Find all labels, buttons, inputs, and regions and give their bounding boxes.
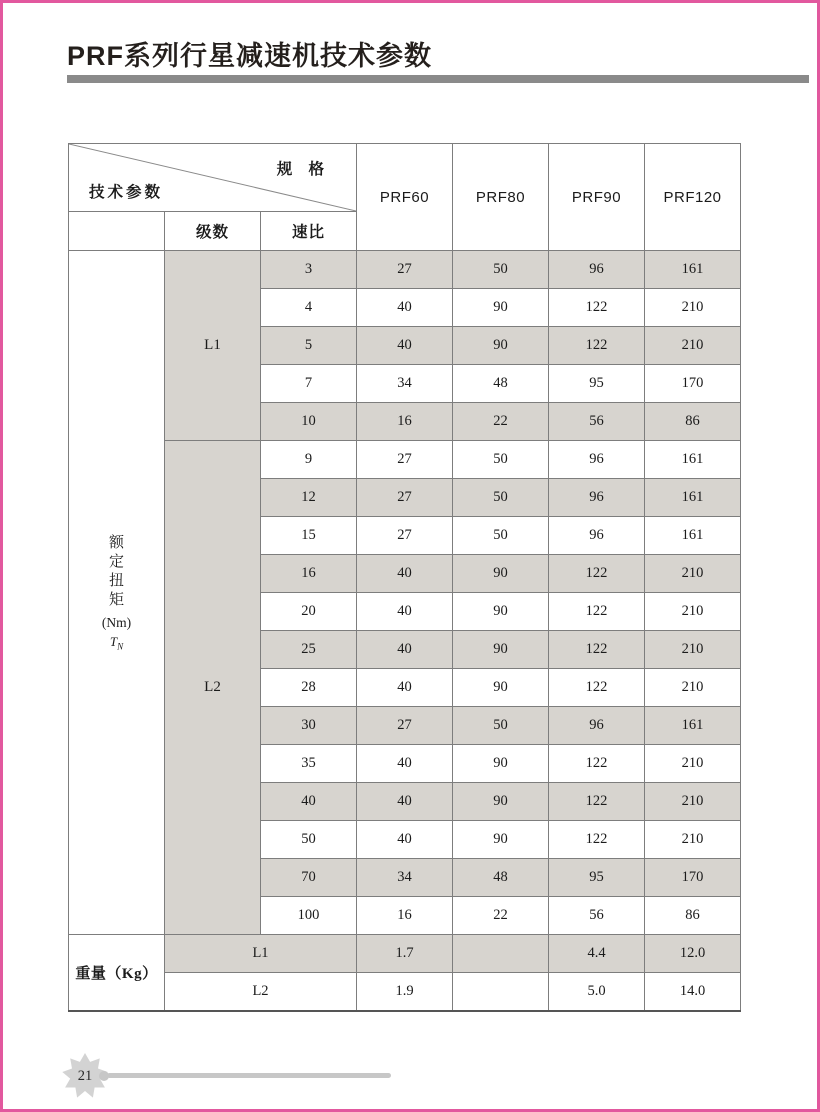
value-cell: 122 xyxy=(549,669,645,707)
value-cell: 161 xyxy=(645,441,741,479)
stage-header-L1: L1 xyxy=(165,251,261,441)
ratio-cell: 40 xyxy=(261,783,357,821)
value-cell: 122 xyxy=(549,289,645,327)
torque-label-char: 额 xyxy=(108,534,124,551)
torque-label-char: 定 xyxy=(108,553,124,570)
weight-stage-cell: L1 xyxy=(165,935,357,973)
corner-label-params: 技术参数 xyxy=(89,184,164,201)
ratio-cell: 10 xyxy=(261,403,357,441)
value-cell: 50 xyxy=(453,707,549,745)
weight-value-cell: 1.9 xyxy=(357,973,453,1011)
ratio-cell: 7 xyxy=(261,365,357,403)
value-cell: 86 xyxy=(645,897,741,935)
weight-value-cell xyxy=(453,973,549,1011)
value-cell: 161 xyxy=(645,517,741,555)
value-cell: 210 xyxy=(645,821,741,859)
column-header-prf120: PRF120 xyxy=(645,144,741,251)
ratio-cell: 28 xyxy=(261,669,357,707)
value-cell: 40 xyxy=(357,631,453,669)
torque-row-header xyxy=(69,251,165,935)
value-cell: 210 xyxy=(645,327,741,365)
value-cell: 90 xyxy=(453,745,549,783)
value-cell: 96 xyxy=(549,441,645,479)
value-cell: 50 xyxy=(453,479,549,517)
value-cell: 122 xyxy=(549,745,645,783)
value-cell: 50 xyxy=(453,441,549,479)
value-cell: 56 xyxy=(549,403,645,441)
value-cell: 210 xyxy=(645,289,741,327)
value-cell: 86 xyxy=(645,403,741,441)
value-cell: 27 xyxy=(357,707,453,745)
value-cell: 56 xyxy=(549,897,645,935)
value-cell: 210 xyxy=(645,783,741,821)
weight-row-header: 重量（Kg） xyxy=(69,935,165,1011)
value-cell: 96 xyxy=(549,707,645,745)
value-cell: 96 xyxy=(549,517,645,555)
title-underline-bar xyxy=(67,75,809,83)
value-cell: 210 xyxy=(645,745,741,783)
value-cell: 161 xyxy=(645,251,741,289)
torque-label-vertical xyxy=(69,534,164,610)
value-cell: 122 xyxy=(549,555,645,593)
torque-unit-label: (Nm) xyxy=(101,614,132,630)
value-cell: 122 xyxy=(549,821,645,859)
value-cell: 90 xyxy=(453,289,549,327)
ratio-cell: 50 xyxy=(261,821,357,859)
value-cell: 170 xyxy=(645,859,741,897)
weight-value-cell xyxy=(453,935,549,973)
value-cell: 170 xyxy=(645,365,741,403)
value-cell: 90 xyxy=(453,669,549,707)
value-cell: 122 xyxy=(549,593,645,631)
value-cell: 22 xyxy=(453,897,549,935)
ratio-cell: 100 xyxy=(261,897,357,935)
page-title: PRF系列行星减速机技术参数 xyxy=(67,41,432,71)
value-cell: 90 xyxy=(453,555,549,593)
ratio-cell: 3 xyxy=(261,251,357,289)
value-cell: 40 xyxy=(357,783,453,821)
value-cell: 210 xyxy=(645,669,741,707)
value-cell: 34 xyxy=(357,365,453,403)
value-cell: 27 xyxy=(357,517,453,555)
weight-stage-cell: L2 xyxy=(165,973,357,1011)
value-cell: 95 xyxy=(549,859,645,897)
value-cell: 40 xyxy=(357,327,453,365)
ratio-cell: 5 xyxy=(261,327,357,365)
torque-symbol-subscript: N xyxy=(117,641,124,652)
value-cell: 122 xyxy=(549,631,645,669)
page-number: 21 xyxy=(77,1067,93,1084)
footer-decorative-line xyxy=(107,1073,391,1078)
value-cell: 27 xyxy=(357,479,453,517)
torque-label-char: 矩 xyxy=(108,591,124,608)
value-cell: 48 xyxy=(453,365,549,403)
value-cell: 90 xyxy=(453,783,549,821)
value-cell: 50 xyxy=(453,251,549,289)
weight-value-cell: 12.0 xyxy=(645,935,741,973)
value-cell: 122 xyxy=(549,327,645,365)
value-cell: 16 xyxy=(357,403,453,441)
value-cell: 40 xyxy=(357,669,453,707)
value-cell: 40 xyxy=(357,593,453,631)
subheader-ratio: 速比 xyxy=(261,212,357,251)
ratio-cell: 9 xyxy=(261,441,357,479)
column-header-prf90: PRF90 xyxy=(549,144,645,251)
torque-label-char: 扭 xyxy=(108,572,124,589)
weight-value-cell: 1.7 xyxy=(357,935,453,973)
torque-symbol-letter: T xyxy=(109,633,118,649)
ratio-cell: 4 xyxy=(261,289,357,327)
value-cell: 90 xyxy=(453,821,549,859)
corner-label-spec: 规 格 xyxy=(276,161,331,178)
value-cell: 50 xyxy=(453,517,549,555)
value-cell: 90 xyxy=(453,631,549,669)
value-cell: 40 xyxy=(357,289,453,327)
value-cell: 90 xyxy=(453,327,549,365)
ratio-cell: 25 xyxy=(261,631,357,669)
value-cell: 210 xyxy=(645,593,741,631)
subheader-stage: 级数 xyxy=(165,212,261,251)
ratio-cell: 70 xyxy=(261,859,357,897)
ratio-cell: 12 xyxy=(261,479,357,517)
value-cell: 95 xyxy=(549,365,645,403)
value-cell: 210 xyxy=(645,631,741,669)
value-cell: 161 xyxy=(645,707,741,745)
value-cell: 22 xyxy=(453,403,549,441)
value-cell: 40 xyxy=(357,555,453,593)
spec-table xyxy=(68,143,741,1012)
empty-header-cell xyxy=(69,212,165,251)
value-cell: 16 xyxy=(357,897,453,935)
ratio-cell: 20 xyxy=(261,593,357,631)
value-cell: 40 xyxy=(357,745,453,783)
value-cell: 34 xyxy=(357,859,453,897)
column-header-prf60: PRF60 xyxy=(357,144,453,251)
value-cell: 90 xyxy=(453,593,549,631)
value-cell: 48 xyxy=(453,859,549,897)
value-cell: 96 xyxy=(549,251,645,289)
value-cell: 210 xyxy=(645,555,741,593)
value-cell: 161 xyxy=(645,479,741,517)
ratio-cell: 30 xyxy=(261,707,357,745)
value-cell: 96 xyxy=(549,479,645,517)
ratio-cell: 35 xyxy=(261,745,357,783)
value-cell: 27 xyxy=(357,251,453,289)
value-cell: 27 xyxy=(357,441,453,479)
stage-header-L2: L2 xyxy=(165,441,261,935)
table-corner-cell xyxy=(69,144,357,212)
value-cell: 40 xyxy=(357,821,453,859)
weight-value-cell: 4.4 xyxy=(549,935,645,973)
ratio-cell: 15 xyxy=(261,517,357,555)
torque-symbol xyxy=(69,634,164,652)
weight-value-cell: 14.0 xyxy=(645,973,741,1011)
column-header-prf80: PRF80 xyxy=(453,144,549,251)
value-cell: 122 xyxy=(549,783,645,821)
weight-value-cell: 5.0 xyxy=(549,973,645,1011)
ratio-cell: 16 xyxy=(261,555,357,593)
